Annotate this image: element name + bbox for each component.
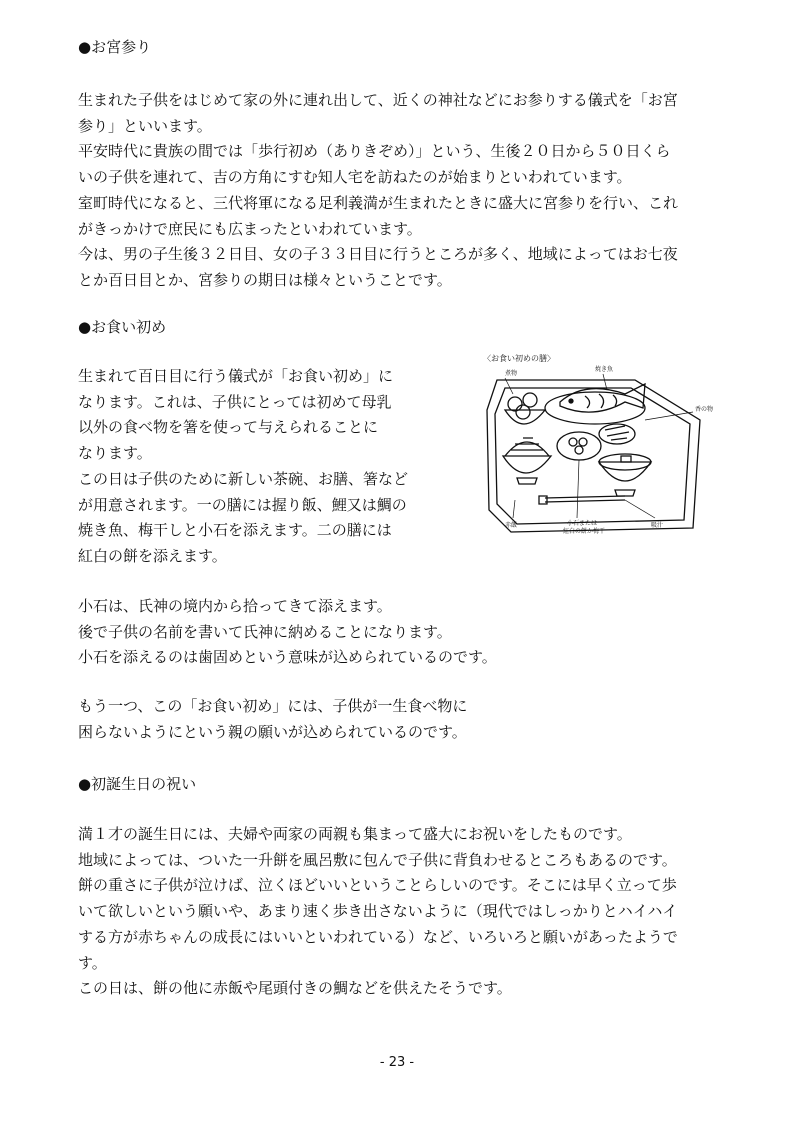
text-line: いて欲しいという願いや、あまり速く歩き出さないように（現代ではしっかりとハイハイ xyxy=(78,902,678,921)
paragraph-okuizome-1 xyxy=(78,364,448,570)
label-nimono: 煮物 xyxy=(505,370,518,377)
heading-okuizome: ●お食い初め xyxy=(78,318,167,336)
text-line: 困らないようにという親の願いが込められているのです。 xyxy=(78,722,467,741)
text-line: この日は子供のために新しい茶碗、お膳、箸など xyxy=(78,469,409,488)
text-line: もう一つ、この「お食い初め」には、子供が一生食べ物に xyxy=(78,697,468,715)
text-line: なります。これは、子供にとっては初めて母乳 xyxy=(78,392,392,411)
page-number: - 23 - xyxy=(379,1055,415,1070)
label-koishi-alt: 紅白の餅か梅干 xyxy=(563,528,606,535)
label-koishi: 小石または xyxy=(567,520,598,527)
text-line: 以外の食べ物を箸を使って与えられることに xyxy=(78,418,379,437)
text-line: 生まれて百日目に行う儀式が「お食い初め」に xyxy=(78,367,394,385)
text-line: する方が赤ちゃんの成長にはいいといわれている）など、いろいろと願いがあったようで xyxy=(78,927,678,946)
text-line: 焼き魚、梅干しと小石を添えます。二の膳には xyxy=(78,521,392,540)
figure-title: 〈お食い初めの膳〉 xyxy=(483,354,555,363)
text-line: とか百日目とか、宮参りの期日は様々ということです。 xyxy=(78,270,452,289)
fish-plate xyxy=(545,392,645,424)
text-line: 後で子供の名前を書いて氏神に納めることになります。 xyxy=(78,622,452,641)
text-line: 餅の重さに子供が泣けば、泣くほどいいということらしいのです。そこには早く立って歩 xyxy=(78,876,677,895)
okuizome-tray-illustration xyxy=(475,350,725,540)
text-line: いの子供を連れて、吉の方角にすむ知人宅を訪ねたのが始まりといわれています。 xyxy=(78,168,632,187)
text-line: 紅白の餅を添えます。 xyxy=(78,546,227,565)
label-kounomono: 香の物 xyxy=(695,406,714,413)
heading-omiyamairi: ●お宮参り xyxy=(78,38,152,56)
text-line: 小石を添えるのは歯固めという意味が込められているのです。 xyxy=(78,648,497,667)
paragraph-omiyamairi xyxy=(78,88,728,294)
text-line: 室町時代になると、三代将軍になる足利義満が生まれたときに盛大に宮参りを行い、これ xyxy=(78,193,679,212)
text-line: なります。 xyxy=(78,444,152,463)
text-line: 生まれた子供をはじめて家の外に連れ出して、近くの神社などにお参りする儀式を「お宮 xyxy=(78,91,678,109)
label-sekihan: 赤飯 xyxy=(505,522,518,529)
heading-hatsutanjoubi: ●初誕生日の祝い xyxy=(78,775,197,793)
soup-bowl xyxy=(599,462,651,481)
text-line: 今は、男の子生後３２日目、女の子３３日目に行うところが多く、地域によってはお七夜 xyxy=(78,245,678,264)
text-line: 平安時代に貴族の間では「歩行初め（ありきぞめ）」という、生後２０日から５０日くら xyxy=(78,142,671,161)
text-line: この日は、餅の他に赤飯や尾頭付きの鯛などを供えたそうです。 xyxy=(78,979,512,998)
nimono-bowl xyxy=(505,410,545,424)
label-yakizakana: 焼き魚 xyxy=(595,366,614,373)
paragraph-okuizome-2 xyxy=(78,594,728,671)
text-line: が用意されます。一の膳には握り飯、鯉又は鯛の xyxy=(78,495,407,514)
rice-bowl xyxy=(503,456,551,473)
tray-drawing xyxy=(475,350,725,540)
paragraph-okuizome-3 xyxy=(78,694,728,745)
text-line: 地域によっては、ついた一升餅を風呂敷に包んで子供に背負わせるところもあるのです。 xyxy=(78,850,677,869)
text-line: 小石は、氏神の境内から拾ってきて添えます。 xyxy=(78,597,392,615)
chopsticks xyxy=(545,496,625,502)
label-suimono: 吸汁 xyxy=(651,522,664,529)
text-line: 満１才の誕生日には、夫婦や両家の両親も集まって盛大にお祝いをしたものです。 xyxy=(78,825,632,843)
text-line: す。 xyxy=(78,953,107,972)
text-line: がきっかけで庶民にも広まったといわれています。 xyxy=(78,219,422,238)
text-line: 参り」といいます。 xyxy=(78,116,212,135)
paragraph-hatsutanjoubi xyxy=(78,822,728,1002)
